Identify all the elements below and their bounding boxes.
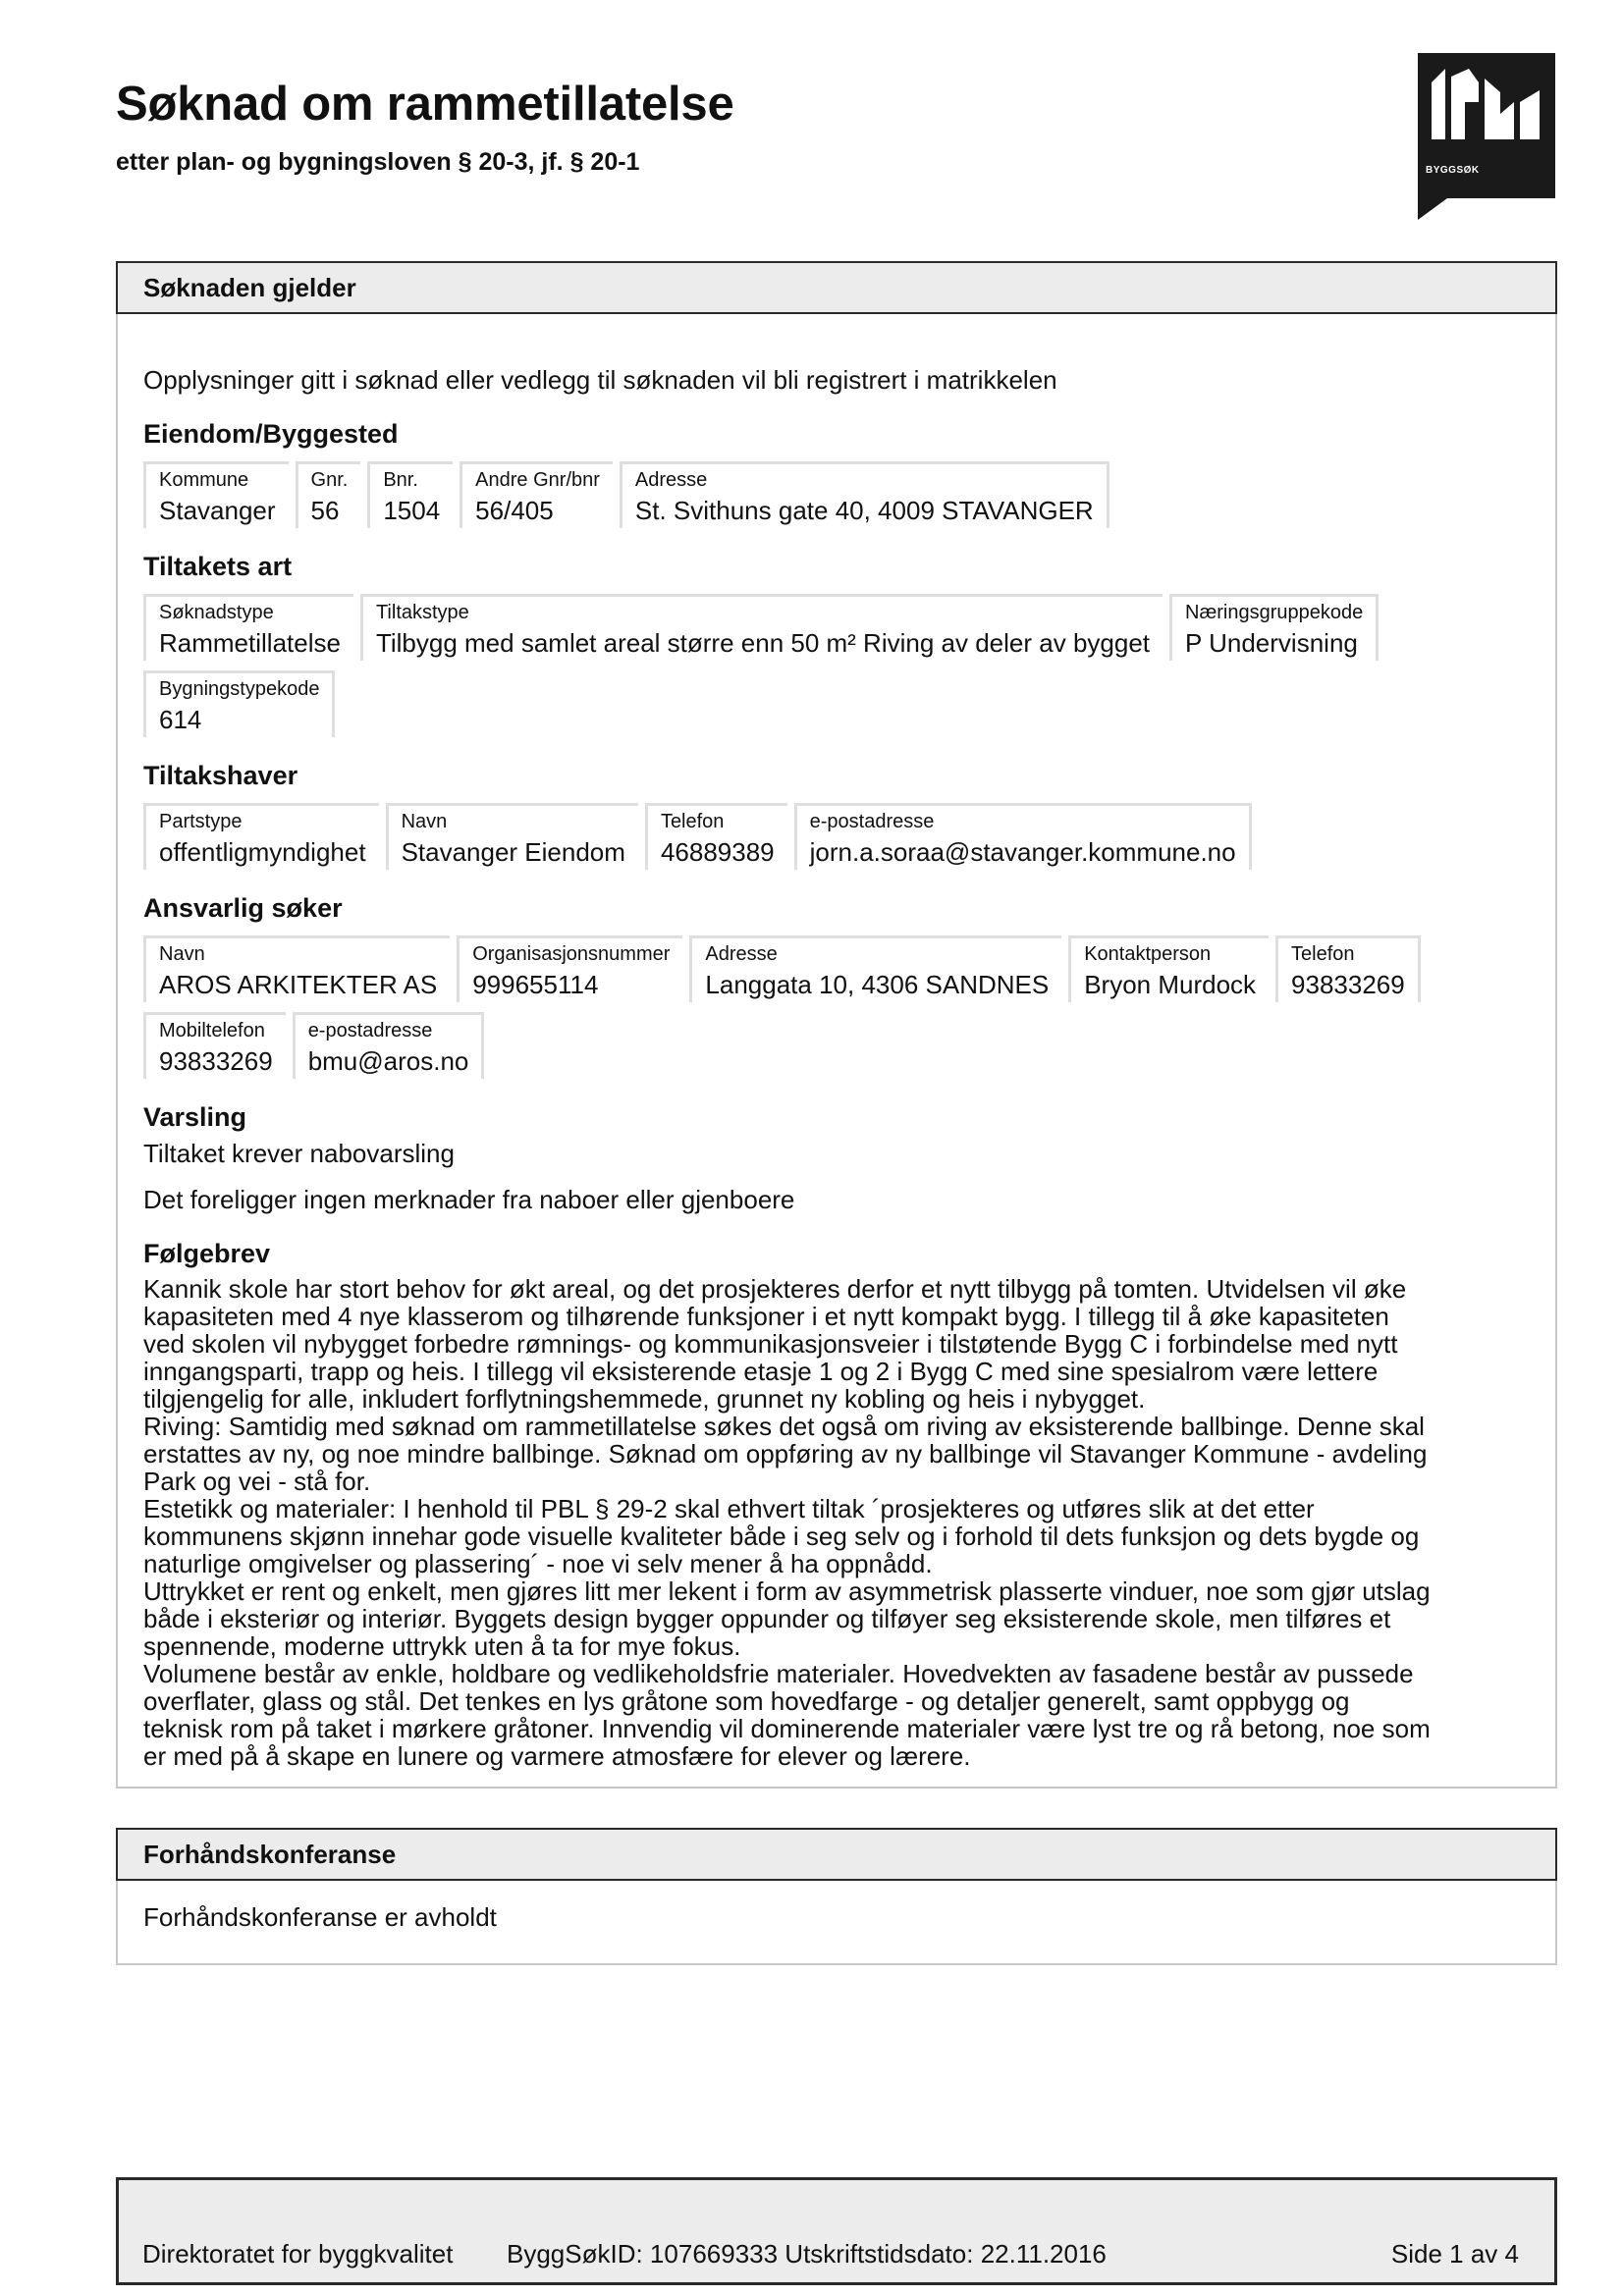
field-label: Telefon [660,811,725,832]
field-label: Organisasjonsnummer [472,943,671,965]
applicant-title: Ansvarlig søker [143,893,343,923]
field-value: Langgata 10, 4306 SANDNES [705,970,1050,999]
notice-line-2: Det foreligger ingen merknader fra naboer eller gjenboere [143,1185,795,1214]
measure-title: Tiltakets art [143,552,293,581]
field-label: Kommune [159,469,249,491]
field-value: P Undervisning [1185,628,1358,658]
field-label: Telefon [1291,943,1355,965]
field-kontaktperson [1068,935,1269,1002]
field-value: 56 [310,496,340,525]
page-footer [116,2177,1557,2285]
field-value: Rammetillatelse [159,628,341,658]
field-value: jorn.a.soraa@stavanger.kommune.no [809,837,1236,867]
section-header-conference: Forhåndskonferanse [116,1828,1557,1881]
field-adresse [620,461,1109,528]
field-navn [386,803,638,870]
field-label: Navn [159,943,205,965]
field-value: AROS ARKITEKTER AS [159,970,438,999]
field-kommune [143,461,289,528]
field-value: 999655114 [472,970,599,999]
developer-title: Tiltakshaver [143,761,298,790]
property-title: Eiendom/Byggested [143,419,399,449]
cover-letter-title: Følgebrev [143,1239,271,1268]
footer-page-number: Side 1 av 4 [1390,2239,1519,2269]
building-type-fields [143,670,1530,737]
field-label: Bygningstypekode [159,678,320,700]
field-bnr [367,461,453,528]
applicant-fields-2 [143,1012,1530,1079]
field-telefon [645,803,787,870]
field-bygningstypekode [143,670,335,737]
field-tiltakstype [360,594,1163,661]
field-label: Partstype [159,811,243,832]
field-epost [794,803,1252,870]
field-applicant-telefon [1275,935,1421,1002]
section-body-conference [118,1902,1555,1933]
conference-text: Forhåndskonferanse er avholdt [143,1902,497,1932]
field-organisasjonsnummer [457,935,682,1002]
field-value: 614 [159,705,202,734]
field-label: Mobiltelefon [159,1020,265,1041]
field-value: 56/405 [475,496,554,525]
field-naeringsgruppekode [1169,594,1379,661]
field-applicant-epost [293,1012,485,1079]
logo-tail [1418,198,1447,220]
logo-text: BYGGSØK [1426,165,1480,176]
notice-line-1: Tiltaket krever nabovarsling [143,1139,455,1168]
field-andre-gnr-bnr [460,461,613,528]
field-label: Kontaktperson [1084,943,1212,965]
field-label: Andre Gnr/bnr [475,469,600,491]
field-mobiltelefon [143,1012,286,1079]
field-label: Næringsgruppekode [1185,602,1364,623]
footer-id-line: ByggSøkID: 107669333 Utskriftstidsdato: 22.11.2016 [507,2239,1107,2269]
footer-org: Direktoratet for byggkvalitet [142,2239,454,2269]
field-value: 1504 [383,496,441,525]
field-value: Stavanger Eiendom [401,837,625,867]
field-label: Adresse [634,469,708,491]
notice-title: Varsling [143,1102,247,1132]
field-value: offentligmyndighet [159,837,366,867]
field-gnr [296,461,361,528]
field-applicant-navn [143,935,450,1002]
cover-letter-text: Kannik skole har stort behov for økt areal, og det prosjekteres derfor et nytt tilbygg på tomten. Utvidelsen vil øke kapasiteten med 4 nye klasserom og tilhørende funksjoner i et nytt kompakt bygg. I tillegg til å øke kapasiteten ved skolen vil nybygget forbedre rømnings- og kommunikasjonsveier i tilstøtende Bygg C i forbindelse med nytt inngangsparti, trapp og heis. I tillegg vil eksisterende etasje 1 og 2 i Bygg C med sine spesialrom være lettere tilgjengelig for alle, inkludert forflytningshemmede, grunnet ny kobling og heis i nybygget. Riving: Samtidig med søknad om rammetillatelse søkes det også om riving av eksisterende ballbinge. Denne skal erstattes av ny, og noe mindre ballbinge. Søknad om oppføring av ny ballbinge vil Stavanger Kommune - avdeling Park og vei - stå for. Estetikk og materialer: I henhold til PBL § 29-2 skal ethvert tiltak ´prosjekteres og utføres slik at det etter kommunens skjønn innehar gode visuelle kvaliteter både i seg selv og i forhold til dets funksjon og dets bygde og naturlige omgivelser og plassering´ - noe vi selv mener å ha oppnådd. Uttrykket er rent og enkelt, men gjøres litt mer lekent i form av asymmetrisk plasserte vinduer, noe som gjør utslag både i eksteriør og interiør. Byggets design bygger oppunder og tilføyer seg eksisterende skole, men tilføres et spennende, moderne uttrykk uten å ta for mye fokus. Volumene består av enkle, holdbare og vedlikeholdsfrie materialer. Hovedvekten av fasadene består av pussede overflater, glass og stål. Det tenkes en lys gråtone som hovedfarge - og detaljer generelt, samt oppbygg og teknisk rom på taket i mørkere gråtoner. Innvendig vil dominerende materialer være lyst tre og rå betong, noe som er med på å skape en lunere og varmere atmosfære for elever og lærere. [143,1274,1431,1771]
logo-mark [1418,53,1555,198]
document-subtitle: etter plan- og bygningsloven § 20-3, jf. § 20-1 [116,148,640,176]
field-value: 93833269 [1291,970,1405,999]
intro-text: Opplysninger gitt i søknad eller vedlegg til søknaden vil bli registrert i matrikkelen [143,365,1057,395]
field-partstype [143,803,379,870]
document-title: Søknad om rammetillatelse [116,78,734,131]
section-application [116,261,1557,1789]
measure-fields [143,594,1530,661]
applicant-fields [143,935,1530,1002]
field-soknadstype [143,594,353,661]
field-value: 93833269 [159,1046,273,1076]
field-label: Tiltakstype [375,602,469,623]
field-label: Bnr. [383,469,418,491]
field-value: Tilbygg med samlet areal større enn 50 m² Riving av deler av bygget [375,628,1151,658]
field-label: e-postadresse [809,811,935,832]
field-value: Stavanger [159,496,276,525]
field-value: 46889389 [660,837,775,867]
field-applicant-adresse [689,935,1061,1002]
field-label: Gnr. [310,469,349,491]
field-label: Navn [401,811,448,832]
byggsok-logo-icon [1418,53,1555,198]
field-label: Søknadstype [159,602,274,623]
field-value: bmu@aros.no [307,1046,469,1076]
section-header-application: Søknaden gjelder [116,261,1557,314]
field-value: St. Svithuns gate 40, 4009 STAVANGER [634,496,1094,525]
field-label: e-postadresse [307,1020,433,1041]
field-value: Bryon Murdock [1084,970,1257,999]
property-fields [143,461,1530,528]
section-conference [116,1828,1557,1965]
developer-fields [143,803,1530,870]
field-label: Adresse [705,943,778,965]
section-body-application [118,365,1555,1770]
